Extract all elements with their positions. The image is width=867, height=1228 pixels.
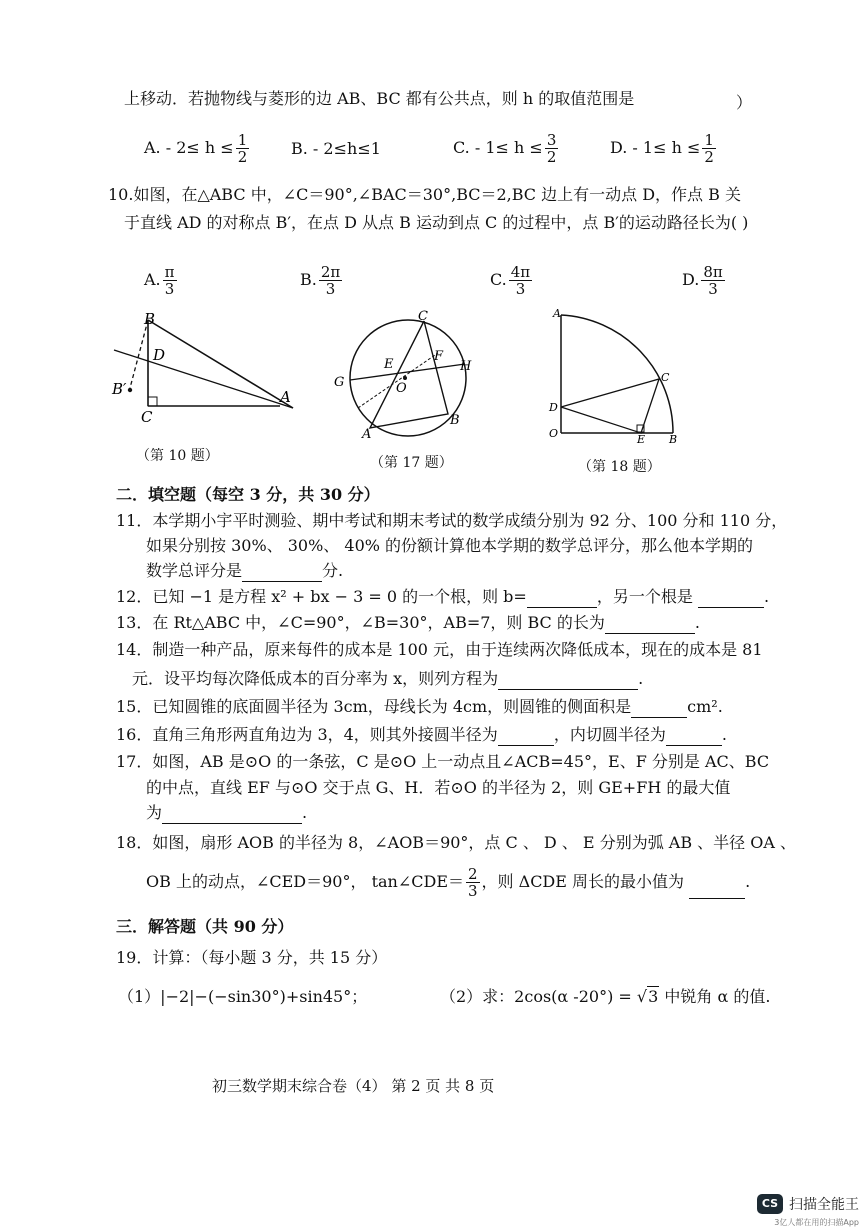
fig17-label-o: O bbox=[396, 381, 407, 396]
fig18-label-c: C bbox=[661, 371, 670, 384]
fig10-label-b: B bbox=[144, 310, 156, 328]
q17-line1: 17．如图，AB 是⊙O 的一条弦，C 是⊙O 上一动点且∠ACB=45°，E、F 分别是 AC、BC bbox=[116, 752, 770, 771]
q10-option-d: D. $\frac{8\pi}{3}$ bbox=[682, 263, 723, 298]
fig18-caption: （第 18 题） bbox=[578, 459, 661, 475]
q18-line1: 18．如图，扇形 AOB 的半径为 8，∠AOB＝90°，点 C 、 D 、 E 分别为弧 AB 、半径 OA 、 bbox=[116, 833, 797, 852]
q13-blank[interactable] bbox=[605, 615, 695, 634]
q13: 13．在 Rt△ABC 中，∠C=90°，∠B=30°，AB=7，则 BC 的长为 . bbox=[116, 613, 700, 632]
q9-option-b: B. - 2≤h≤1 bbox=[291, 139, 381, 158]
q9-paren: ） bbox=[736, 93, 753, 112]
fig18-label-b: B bbox=[669, 433, 678, 445]
scanner-watermark bbox=[757, 1194, 859, 1214]
q14-line1: 14．制造一种产品，原来每件的成本是 100 元，由于连续两次降低成本，现在的成本是 81 bbox=[116, 640, 763, 659]
q14-blank[interactable] bbox=[498, 671, 638, 690]
q12: 12．已知 −1 是方程 x² + bx − 3 = 0 的一个根，则 b= ，另一个根是 . bbox=[116, 587, 770, 606]
figure-17 bbox=[328, 308, 488, 443]
q10-line1: 10.如图，在△ABC 中，∠C＝90°,∠BAC＝30°,BC＝2,BC 边上有一动点 D，作点 B 关 bbox=[108, 185, 741, 204]
fig18-label-e: E bbox=[637, 433, 646, 445]
q18-blank[interactable] bbox=[689, 880, 745, 899]
q16: 16．直角三角形两直角边为 3，4，则其外接圆半径为 ，内切圆半径为 . bbox=[116, 725, 727, 744]
q19-title: 19．计算：（每小题 3 分，共 15 分） bbox=[116, 948, 388, 967]
q10-option-b: B. $\frac{2\pi}{3}$ bbox=[300, 263, 341, 298]
q14-line2: 元．设平均每次降低成本的百分率为 x，则列方程为 . bbox=[132, 669, 644, 688]
fig10-label-bprime: B′ bbox=[112, 380, 127, 398]
q9-text: 上移动．若抛物线与菱形的边 AB、BC 都有公共点，则 h 的取值范围是 bbox=[124, 89, 635, 108]
page-footer: 初三数学期末综合卷（4） 第 2 页 共 8 页 bbox=[212, 1077, 495, 1095]
q9-option-c: C. - 1≤ h ≤ $\frac{3}{2}$ bbox=[453, 131, 557, 166]
fig17-label-f: F bbox=[434, 349, 444, 364]
q17-blank[interactable] bbox=[162, 805, 302, 824]
q10-option-a: A. $\frac{\pi}{3}$ bbox=[144, 263, 175, 298]
q16-blank-circum[interactable] bbox=[498, 727, 554, 746]
fig17-caption: （第 17 题） bbox=[370, 455, 453, 471]
fig18-label-d: D bbox=[549, 401, 558, 414]
q12-blank-b[interactable] bbox=[527, 589, 597, 608]
q11-line3: 数学总评分是 分. bbox=[146, 561, 344, 580]
scanner-slogan: 3亿人都在用的扫描App bbox=[774, 1218, 859, 1227]
q15: 15．已知圆锥的底面圆半径为 3cm，母线长为 4cm，则圆锥的侧面积是 cm². bbox=[116, 697, 723, 716]
fig17-label-g: G bbox=[334, 375, 345, 390]
q10-line2: 于直线 AD 的对称点 B′，在点 D 从点 B 运动到点 C 的过程中，点 B′的运动路径长为( ) bbox=[124, 213, 749, 232]
fig18-label-o: O bbox=[549, 427, 559, 440]
fig10-label-d: D bbox=[153, 346, 166, 364]
q17-line2: 的中点，直线 EF 与⊙O 交于点 G、H．若⊙O 的半径为 2，则 GE+FH 的最大值 bbox=[146, 778, 731, 797]
q9-option-d: D. - 1≤ h ≤ $\frac{1}{2}$ bbox=[610, 131, 714, 166]
fig10-label-c: C bbox=[141, 408, 153, 423]
section2-title: 二．填空题（每空 3 分，共 30 分） bbox=[116, 485, 380, 504]
section3-title: 三．解答题（共 90 分） bbox=[116, 917, 294, 936]
scanner-app-name: 扫描全能王 bbox=[789, 1197, 859, 1213]
fig10-label-a: A bbox=[280, 388, 291, 406]
q9-option-a: A. - 2≤ h ≤ $\frac{1}{2}$ bbox=[144, 131, 248, 166]
fig10-caption: （第 10 题） bbox=[136, 448, 219, 464]
q10-option-c: C. $\frac{4\pi}{3}$ bbox=[490, 263, 531, 298]
q11-line2: 如果分别按 30%、 30%、 40% 的份额计算他本学期的数学总评分，那么他本学期的 bbox=[146, 536, 754, 555]
q11-line1: 11．本学期小宇平时测验、期中考试和期末考试的数学成绩分别为 92 分、100 分和 110 分， bbox=[116, 511, 788, 530]
figure-10 bbox=[108, 308, 298, 423]
fig17-label-h: H bbox=[460, 359, 472, 374]
q15-blank[interactable] bbox=[631, 699, 687, 718]
q16-blank-in[interactable] bbox=[666, 727, 722, 746]
q18-line2: OB 上的动点，∠CED＝90°， tan∠CDE＝ $\frac{2}{3}$ ，则 ΔCDE 周长的最小值为 . bbox=[146, 865, 751, 900]
fig17-label-e: E bbox=[384, 357, 394, 372]
q19-part2: （2）求：2cos(α -20°) = √3 中锐角 α 的值. bbox=[440, 987, 771, 1006]
q12-blank-root[interactable] bbox=[698, 589, 764, 608]
figure-18 bbox=[545, 305, 695, 445]
scanner-logo-icon: CS bbox=[757, 1194, 783, 1214]
q11-answer-blank[interactable] bbox=[242, 563, 322, 582]
q17-line3: 为 . bbox=[146, 803, 308, 822]
fig17-label-c: C bbox=[418, 309, 428, 324]
fig17-label-a: A bbox=[362, 427, 372, 442]
q19-part1: （1）|−2|−(−sin30°)+sin45°； bbox=[118, 987, 368, 1006]
fig17-label-b: B bbox=[450, 413, 460, 428]
fig18-label-a: A bbox=[553, 307, 561, 320]
